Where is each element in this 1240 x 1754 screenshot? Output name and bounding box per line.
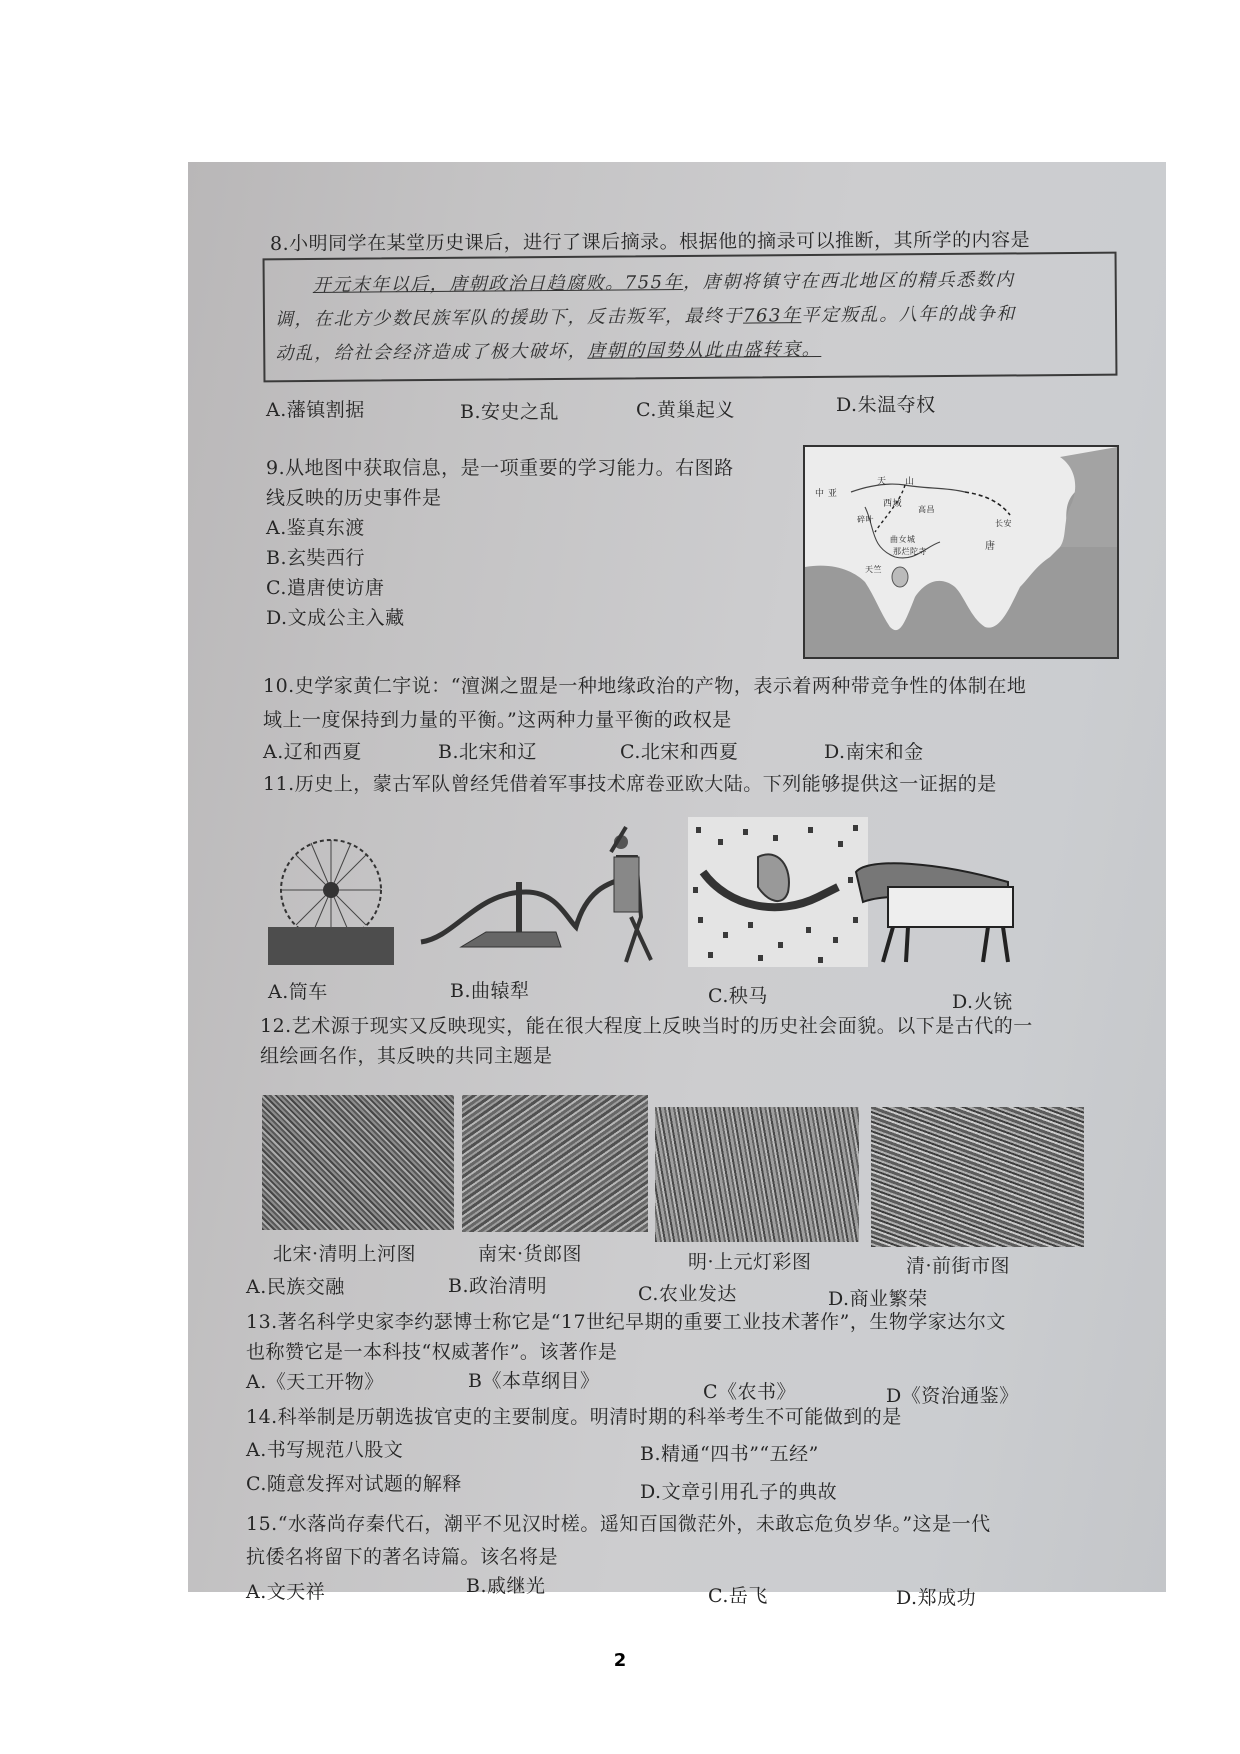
map-label-suiye: 碎叶 [857,515,874,524]
q8-option-a: A.藩镇割据 [266,399,365,421]
q15-stem-line2: 抗倭名将留下的著名诗篇。该名将是 [246,1546,559,1568]
map-label-qunv-city: 曲女城 [890,535,916,544]
q12-caption-3: 明·上元灯彩图 [688,1251,812,1273]
rice-seedling-horse-icon [688,817,868,967]
map-label-gaochang: 高昌 [918,505,935,514]
map-label-tianshan: 天 [877,477,887,487]
q8-underlined-text: 开元末年以后，唐朝政治日趋腐败。755年 [312,272,684,296]
map-label-tang: 唐 [985,541,996,552]
q11-label-a: A.筒车 [268,981,328,1003]
q10-option-a: A.辽和西夏 [263,741,362,763]
map-label-tianshan: 山 [905,477,915,487]
page-number: 2 [613,1650,627,1671]
q8-excerpt-line3 [275,338,821,366]
q13-option-b: B《本草纲目》 [468,1370,600,1392]
q11-label-b: B.曲辕犁 [450,980,530,1002]
q15-option-c: C.岳飞 [708,1585,768,1607]
painting-qingming-shanghe [262,1095,454,1230]
q12-caption-1: 北宋·清明上河图 [273,1243,417,1265]
q9-option-c: C.遣唐使访唐 [266,577,385,599]
q10-stem-line2: 域上一度保持到力量的平衡。”这两种力量平衡的政权是 [263,709,732,731]
q14-option-a: A.书写规范八股文 [246,1439,404,1461]
q12-option-c: C.农业发达 [638,1283,737,1305]
q8-option-d: D.朱温夺权 [836,394,936,416]
q12-stem-line2: 组绘画名作，其反映的共同主题是 [260,1045,553,1067]
plow-icon [416,822,656,967]
q11-label-c: C.秧马 [708,985,768,1007]
q8-underlined-text: 763年 [742,305,802,327]
q8-excerpt-box [263,252,1118,383]
q8-text: 动乱，给社会经济造成了极大破坏， [275,340,588,365]
map-label-western-regions: 西域 [883,499,903,509]
q9-option-a: A.鉴真东渡 [266,517,365,539]
q12-caption-2: 南宋·货郎图 [478,1243,583,1265]
q9-route-map [803,445,1119,659]
waterwheel-icon [266,835,396,967]
map-label-central-asia: 中 亚 [815,489,838,499]
q8-underlined-text: 唐朝的国势从此由盛转衰。 [587,338,822,362]
q14-option-b: B.精通“四书”“五经” [640,1443,819,1465]
q13-stem-line2: 也称赞它是一本科技“权威著作”。该著作是 [246,1341,618,1363]
q14-option-c: C.随意发挥对试题的解释 [246,1473,462,1495]
q8-option-b: B.安史之乱 [460,401,560,423]
q14-stem: 14.科举制是历朝选拔官吏的主要制度。明清时期的科举考生不可能做到的是 [246,1406,902,1428]
map-label-nalanda: 那烂陀寺 [893,547,927,556]
q8-option-c: C.黄巢起义 [636,399,735,421]
q15-option-a: A.文天祥 [246,1581,326,1603]
q8-stem: 8.小明同学在某堂历史课后，进行了课后摘录。根据他的摘录可以推断，其所学的内容是 [269,229,1031,255]
q13-option-d: D《资治通鉴》 [886,1385,1019,1407]
q9-option-b: B.玄奘西行 [266,547,366,569]
q11-stem: 11.历史上，蒙古军队曾经凭借着军事技术席卷亚欧大陆。下列能够提供这一证据的是 [263,773,997,795]
q8-text: 平定叛乱。八年的战争和 [801,303,1016,327]
q15-option-b: B.戚继光 [466,1575,546,1597]
exam-page-photo [188,162,1166,1609]
q8-excerpt-line2 [275,302,1016,332]
q8-text: ，唐朝将镇守在西北地区的精兵悉数内 [683,269,1015,294]
q13-option-a: A.《天工开物》 [246,1371,384,1393]
q11-label-d: D.火铳 [952,991,1013,1013]
painting-qianjie-shi [871,1107,1084,1247]
q12-option-a: A.民族交融 [246,1276,345,1298]
q13-option-c: C《农书》 [703,1381,797,1403]
q10-stem-line1: 10.史学家黄仁宇说：“澶渊之盟是一种地缘政治的产物，表示着两种带竞争性的体制在地 [263,675,1027,697]
q10-option-b: B.北宋和辽 [438,741,538,763]
map-label-tianzhu: 天竺 [865,565,882,574]
painting-huolang [462,1095,648,1232]
q15-option-d: D.郑成功 [896,1587,977,1609]
q10-option-d: D.南宋和金 [824,741,924,763]
firearm-icon [848,847,1018,967]
q12-stem-line1: 12.艺术源于现实又反映现实，能在很大程度上反映当时的历史社会面貌。以下是古代的一 [260,1015,1033,1037]
q12-option-b: B.政治清明 [448,1275,548,1297]
painting-shangyuan-dengcai [655,1107,859,1242]
q9-option-d: D.文成公主入藏 [266,607,405,629]
map-label-changan: 长安 [995,519,1012,528]
map-graphic [805,447,1117,657]
q15-stem-line1: 15.“水落尚存秦代石，潮平不见汉时槎。遥知百国微茫外，未敢忘危负岁华。”这是一代 [246,1513,991,1535]
q14-option-d: D.文章引用孔子的典故 [640,1481,838,1503]
q10-option-c: C.北宋和西夏 [620,741,739,763]
q8-excerpt-line1 [313,268,1015,298]
q9-stem-line2: 线反映的历史事件是 [266,487,442,509]
q8-text: 调，在北方少数民族军队的援助下，反击叛军，最终于 [274,305,744,331]
q12-caption-4: 清·前街市图 [906,1255,1011,1277]
q13-stem-line1: 13.著名科学史家李约瑟博士称它是“17世纪早期的重要工业技术著作”，生物学家达尔文 [246,1311,1006,1333]
q9-stem-line1: 9.从地图中获取信息，是一项重要的学习能力。右图路 [266,457,734,479]
q12-option-d: D.商业繁荣 [828,1288,928,1310]
